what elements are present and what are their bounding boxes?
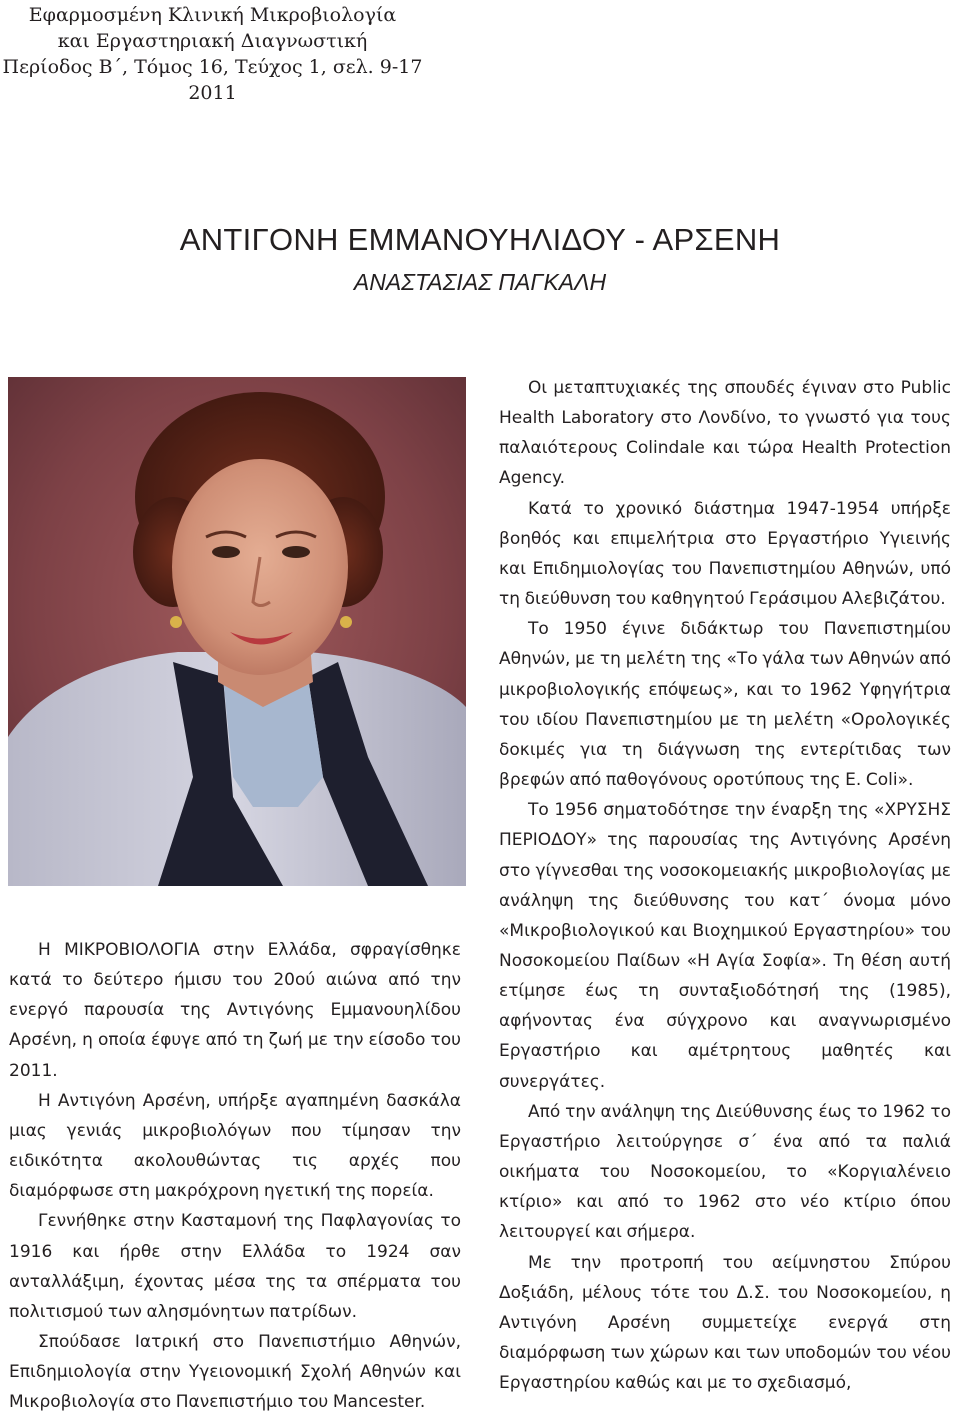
journal-name-line-2: και Εργαστηριακή Διαγνωστική — [57, 30, 368, 52]
portrait-photo — [8, 377, 466, 886]
paragraph-intro: Η ΜΙΚΡΟΒΙΟΛΟΓΙΑ στην Ελλάδα, σφραγίσθηκε κατά το δεύτερο ήμισυ του 20ού αιώνα από την ενεργό παρουσία της Αντιγόνης Εμμανουηλίδου Αρσένη, η οποία έφυγε από τη ζωή με την είσοδο του 2011. — [9, 940, 461, 1081]
right-column-text — [499, 373, 951, 1398]
journal-year: 2011 — [188, 82, 237, 104]
paragraph-teacher: Η Αντιγόνη Αρσένη, υπήρξε αγαπημένη δασκάλα μιας γενιάς μικροβιολόγων που τίμησαν την ειδικότητα ακολουθώντας τις αρχές που διαμόρφωσε στη μακρόχρονη ηγετική της πορεία. — [9, 1090, 461, 1202]
paragraph-doctorate: Το 1950 έγινε διδάκτωρ του Πανεπιστημίου Αθηνών, με τη μελέτη της «Το γάλα των Αθηνών από μικροβιολογικής επόψεως», και το 1962 Υφηγήτρια του ιδίου Πανεπιστημίου με τη μελέτη «Ορολογικές δοκιμές για τη διάγνωση της εντερίτιδας των βρεφών από παθογόνους οροτύπους της E. Coli». — [499, 619, 951, 791]
paragraph-assistant: Κατά το χρονικό διάστημα 1947-1954 υπήρξε βοηθός και επιμελήτρια στο Εργαστήριο Υγιεινής και Επιδημιολογίας του Πανεπιστημίου Αθηνών, υπό τη διεύθυνση του καθηγητού Γεράσιμου Αλεβιζάτου. — [499, 498, 951, 610]
paragraph-birth: Γεννήθηκε στην Κασταμονή της Παφλαγονίας το 1916 και ήρθε στην Ελλάδα το 1924 σαν ανταλλάξιμη, έχοντας μέσα της τα σπέρματα του πολιτισμού των αλησμόνητων πατρίδων. — [9, 1211, 461, 1322]
paragraph-design: Με την προτροπή του αείμνηστου Σπύρου Δοξιάδη, μέλους τότε του Δ.Σ. του Νοσοκομείου, η Αντιγόνη Αρσένη συμμετείχε ενεργά στη διαμόρφωση των χώρων και των υποδομών του νέου Εργαστηρίου καθώς και με το σχεδιασμό, — [499, 1252, 951, 1394]
journal-header — [0, 2, 425, 106]
article-title: ΑΝΤΙΓΟΝΗ ΕΜΜΑΝΟΥΗΛΙΔΟΥ - ΑΡΣΕΝΗ — [179, 222, 781, 257]
paragraph-studies: Σπούδασε Ιατρική στο Πανεπιστήμιο Αθηνών, Επιδημιολογία στην Υγειονομική Σχολή Αθηνών και Μικροβιολογία στο Πανεπιστήμιο του Mancester. — [9, 1332, 461, 1413]
paragraph-golden-period: Το 1956 σηματοδότησε την έναρξη της «ΧΡΥΣΗΣ ΠΕΡΙΟΔΟΥ» της παρουσίας της Αντιγόνης Αρσένη στο γίγνεσθαι της νοσοκομειακής μικροβιολογίας με ανάληψη της διεύθυνσης του κατ΄ όνομα μόνο «Μικροβιολογικού και Βιοχημικού Εργαστηρίου» του Νοσοκομείου Παίδων «Η Αγία Σοφία». Τη θέση αυτή ετίμησε έως τη συνταξιοδότησή της (1985), αφήνοντας ένα σύγχρονο και αναγνωρισμένο Εργαστήριο και αμέτρητους μαθητές και συνεργάτες. — [499, 800, 951, 1092]
paragraph-postgraduate: Οι μεταπτυχιακές της σπουδές έγιναν στο Public Health Laboratory στο Λονδίνο, το γνωστό για τους παλαιότερους Colindale και τώρα Health Protection Agency. — [499, 378, 951, 489]
article-author: ΑΝΑΣΤΑΣΙΑΣ ΠΑΓΚΑΛΗ — [353, 269, 607, 295]
paragraph-building: Από την ανάληψη της Διεύθυνσης έως το 1962 το Εργαστήριο λειτούργησε σ΄ ένα από τα παλιά οικήματα του Νοσοκομείου, το «Κοργιαλένειο κτίριο» και από το 1962 στο νέο κτίριο όπου λειτουργεί και σήμερα. — [499, 1101, 951, 1243]
portrait-illustration — [8, 377, 466, 886]
journal-name-line-1: Εφαρμοσμένη Κλινική Μικροβιολογία — [28, 4, 397, 26]
journal-issue-info: Περίοδος Β΄, Τόμος 16, Τεύχος 1, σελ. 9-17 — [2, 56, 423, 78]
left-column-text — [9, 935, 461, 1418]
